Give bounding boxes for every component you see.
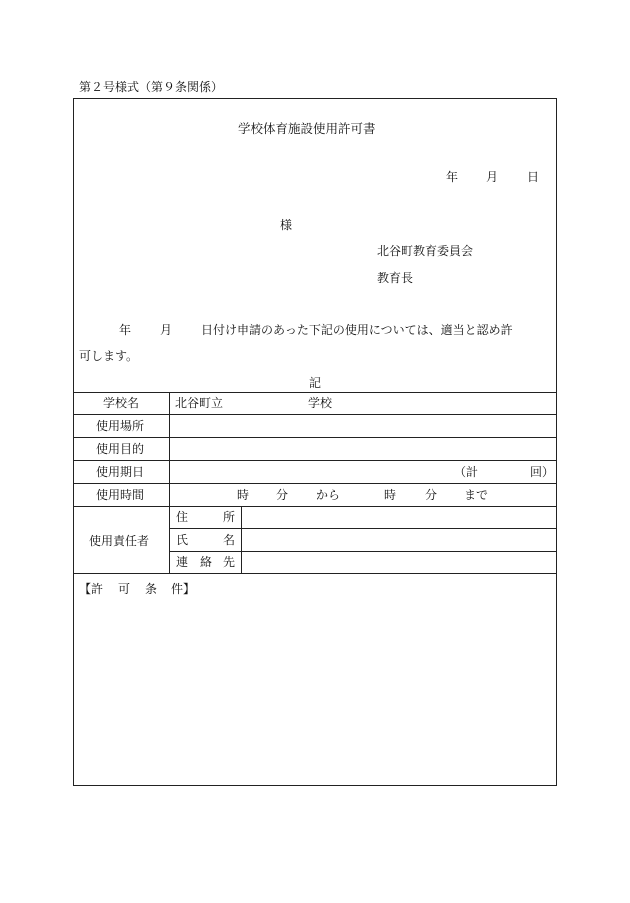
row-line <box>73 483 557 484</box>
period-total-close: 回） <box>530 465 555 479</box>
row-line <box>73 460 557 461</box>
row-line <box>73 437 557 438</box>
address-label-char1: 住 <box>176 510 189 524</box>
permit-form <box>73 98 557 786</box>
body-line2: 可します。 <box>79 349 139 363</box>
date-year: 年 <box>446 170 459 184</box>
issuer-position: 教育長 <box>377 271 414 285</box>
sub-row-line <box>169 551 557 552</box>
contact-label-char2: 絡 <box>200 555 213 569</box>
ki-label: 記 <box>309 376 322 390</box>
school-name-prefix: 北谷町立 <box>175 396 224 410</box>
table-bottom-line <box>73 573 557 574</box>
issuer-organization: 北谷町教育委員会 <box>377 244 474 258</box>
use-period-label: 使用期日 <box>96 465 145 479</box>
school-name-suffix: 学校 <box>308 396 333 410</box>
name-label-char2: 名 <box>223 533 236 547</box>
document-title: 学校体育施設使用許可書 <box>238 121 376 136</box>
conditions-char1: 許 <box>91 582 104 596</box>
date-month: 月 <box>486 170 499 184</box>
table-top-line <box>73 392 557 393</box>
body-year: 年 <box>119 323 132 337</box>
body-line1: 日付け申請のあった下記の使用については、適当と認め許 <box>201 323 513 337</box>
conditions-bracket-close: 】 <box>183 582 196 596</box>
time-until: まで <box>464 488 489 502</box>
conditions-char4: 件 <box>171 582 184 596</box>
time-hour-from: 時 <box>237 488 250 502</box>
time-hour-to: 時 <box>384 488 397 502</box>
address-label-char2: 所 <box>223 510 236 524</box>
responsible-person-label: 使用責任者 <box>89 534 150 548</box>
body-month: 月 <box>160 323 173 337</box>
time-from: から <box>316 488 341 502</box>
sub-label-column-line <box>241 506 242 573</box>
addressee-suffix: 様 <box>280 218 293 232</box>
form-number: 第２号様式（第９条関係） <box>79 80 224 94</box>
period-total-open: （計 <box>454 465 479 479</box>
label-column-line <box>169 392 170 573</box>
conditions-char3: 条 <box>145 582 158 596</box>
use-purpose-label: 使用目的 <box>96 442 145 456</box>
date-day: 日 <box>527 170 540 184</box>
use-place-label: 使用場所 <box>96 419 145 433</box>
contact-label-char1: 連 <box>176 555 189 569</box>
conditions-bracket-open: 【 <box>79 582 92 596</box>
school-name-label: 学校名 <box>103 396 140 410</box>
time-minute-to: 分 <box>425 488 438 502</box>
use-time-label: 使用時間 <box>96 488 145 502</box>
row-line <box>73 506 557 507</box>
sub-row-line <box>169 528 557 529</box>
row-line <box>73 414 557 415</box>
name-label-char1: 氏 <box>176 533 189 547</box>
contact-label-char3: 先 <box>223 555 236 569</box>
time-minute-from: 分 <box>276 488 289 502</box>
conditions-char2: 可 <box>118 582 131 596</box>
